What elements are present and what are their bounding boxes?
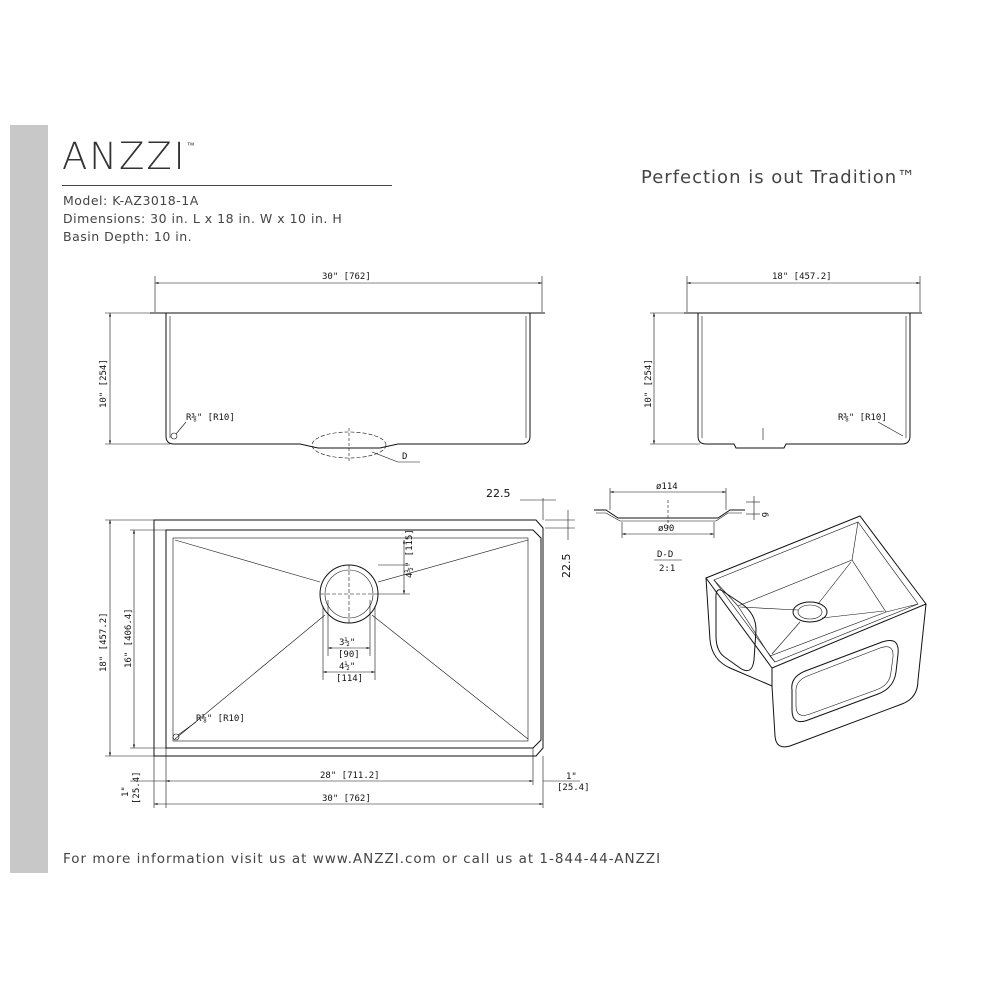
- corner-h-label: 22.5: [486, 487, 511, 500]
- side-radius-label: R⅜" [R10]: [838, 413, 887, 423]
- side-height-label: 10" [254]: [644, 359, 654, 408]
- spec-basin-depth: Basin Depth: 10 in.: [63, 229, 193, 244]
- detail-title: D-D: [657, 550, 674, 560]
- inner-width-label: 28" [711.2]: [320, 771, 380, 781]
- isometric-sink: [706, 516, 926, 747]
- plan-radius-label: R⅜" [R10]: [196, 714, 245, 724]
- plan-view: [99, 487, 590, 808]
- drain-inner-label: 3½": [339, 638, 356, 648]
- drain-outer-label: 4½": [339, 662, 356, 672]
- side-elevation: [644, 272, 922, 448]
- right-rim-mm-label: [25.4]: [557, 783, 590, 793]
- detail-d-label: D: [402, 452, 408, 462]
- spec-model: Model: K-AZ3018-1A: [63, 193, 199, 208]
- front-radius-label: R⅜" [R10]: [186, 413, 235, 423]
- drain-outer-mm-label: [114]: [336, 674, 364, 684]
- overall-depth-label: 18" [457.2]: [99, 612, 109, 672]
- drain-inner-mm-label: [90]: [338, 650, 360, 660]
- brand-logo: ANZZI™: [62, 135, 195, 178]
- spec-dimensions: Dimensions: 30 in. L x 18 in. W x 10 in. H: [63, 211, 343, 226]
- right-rim-label: 1": [566, 772, 577, 782]
- detail-height: 6: [759, 512, 769, 518]
- side-width-label: 18" [457.2]: [772, 272, 832, 282]
- drain-offset-label: 4½" [115]: [405, 529, 415, 578]
- overall-width-label: 30" [762]: [322, 794, 371, 804]
- front-height-label: 10" [254]: [99, 359, 109, 408]
- inner-depth-label: 16" [406.4]: [124, 608, 134, 668]
- tagline: Perfection is out Tradition™: [641, 167, 917, 188]
- left-rim-label: 1": [121, 786, 131, 797]
- detail-d-section: [594, 482, 769, 574]
- corner-v-label: 22.5: [560, 553, 573, 578]
- front-elevation: [99, 272, 545, 462]
- detail-scale: 2:1: [659, 564, 676, 574]
- left-rim-mm-label: [25.4]: [132, 771, 142, 804]
- front-width-label: 30" [762]: [322, 272, 371, 282]
- footer-contact: For more information visit us at www.ANZZI.com or call us at 1-844-44-ANZZI: [63, 851, 662, 867]
- detail-outer-dia: ø114: [656, 482, 678, 492]
- detail-inner-dia: ø90: [658, 524, 675, 534]
